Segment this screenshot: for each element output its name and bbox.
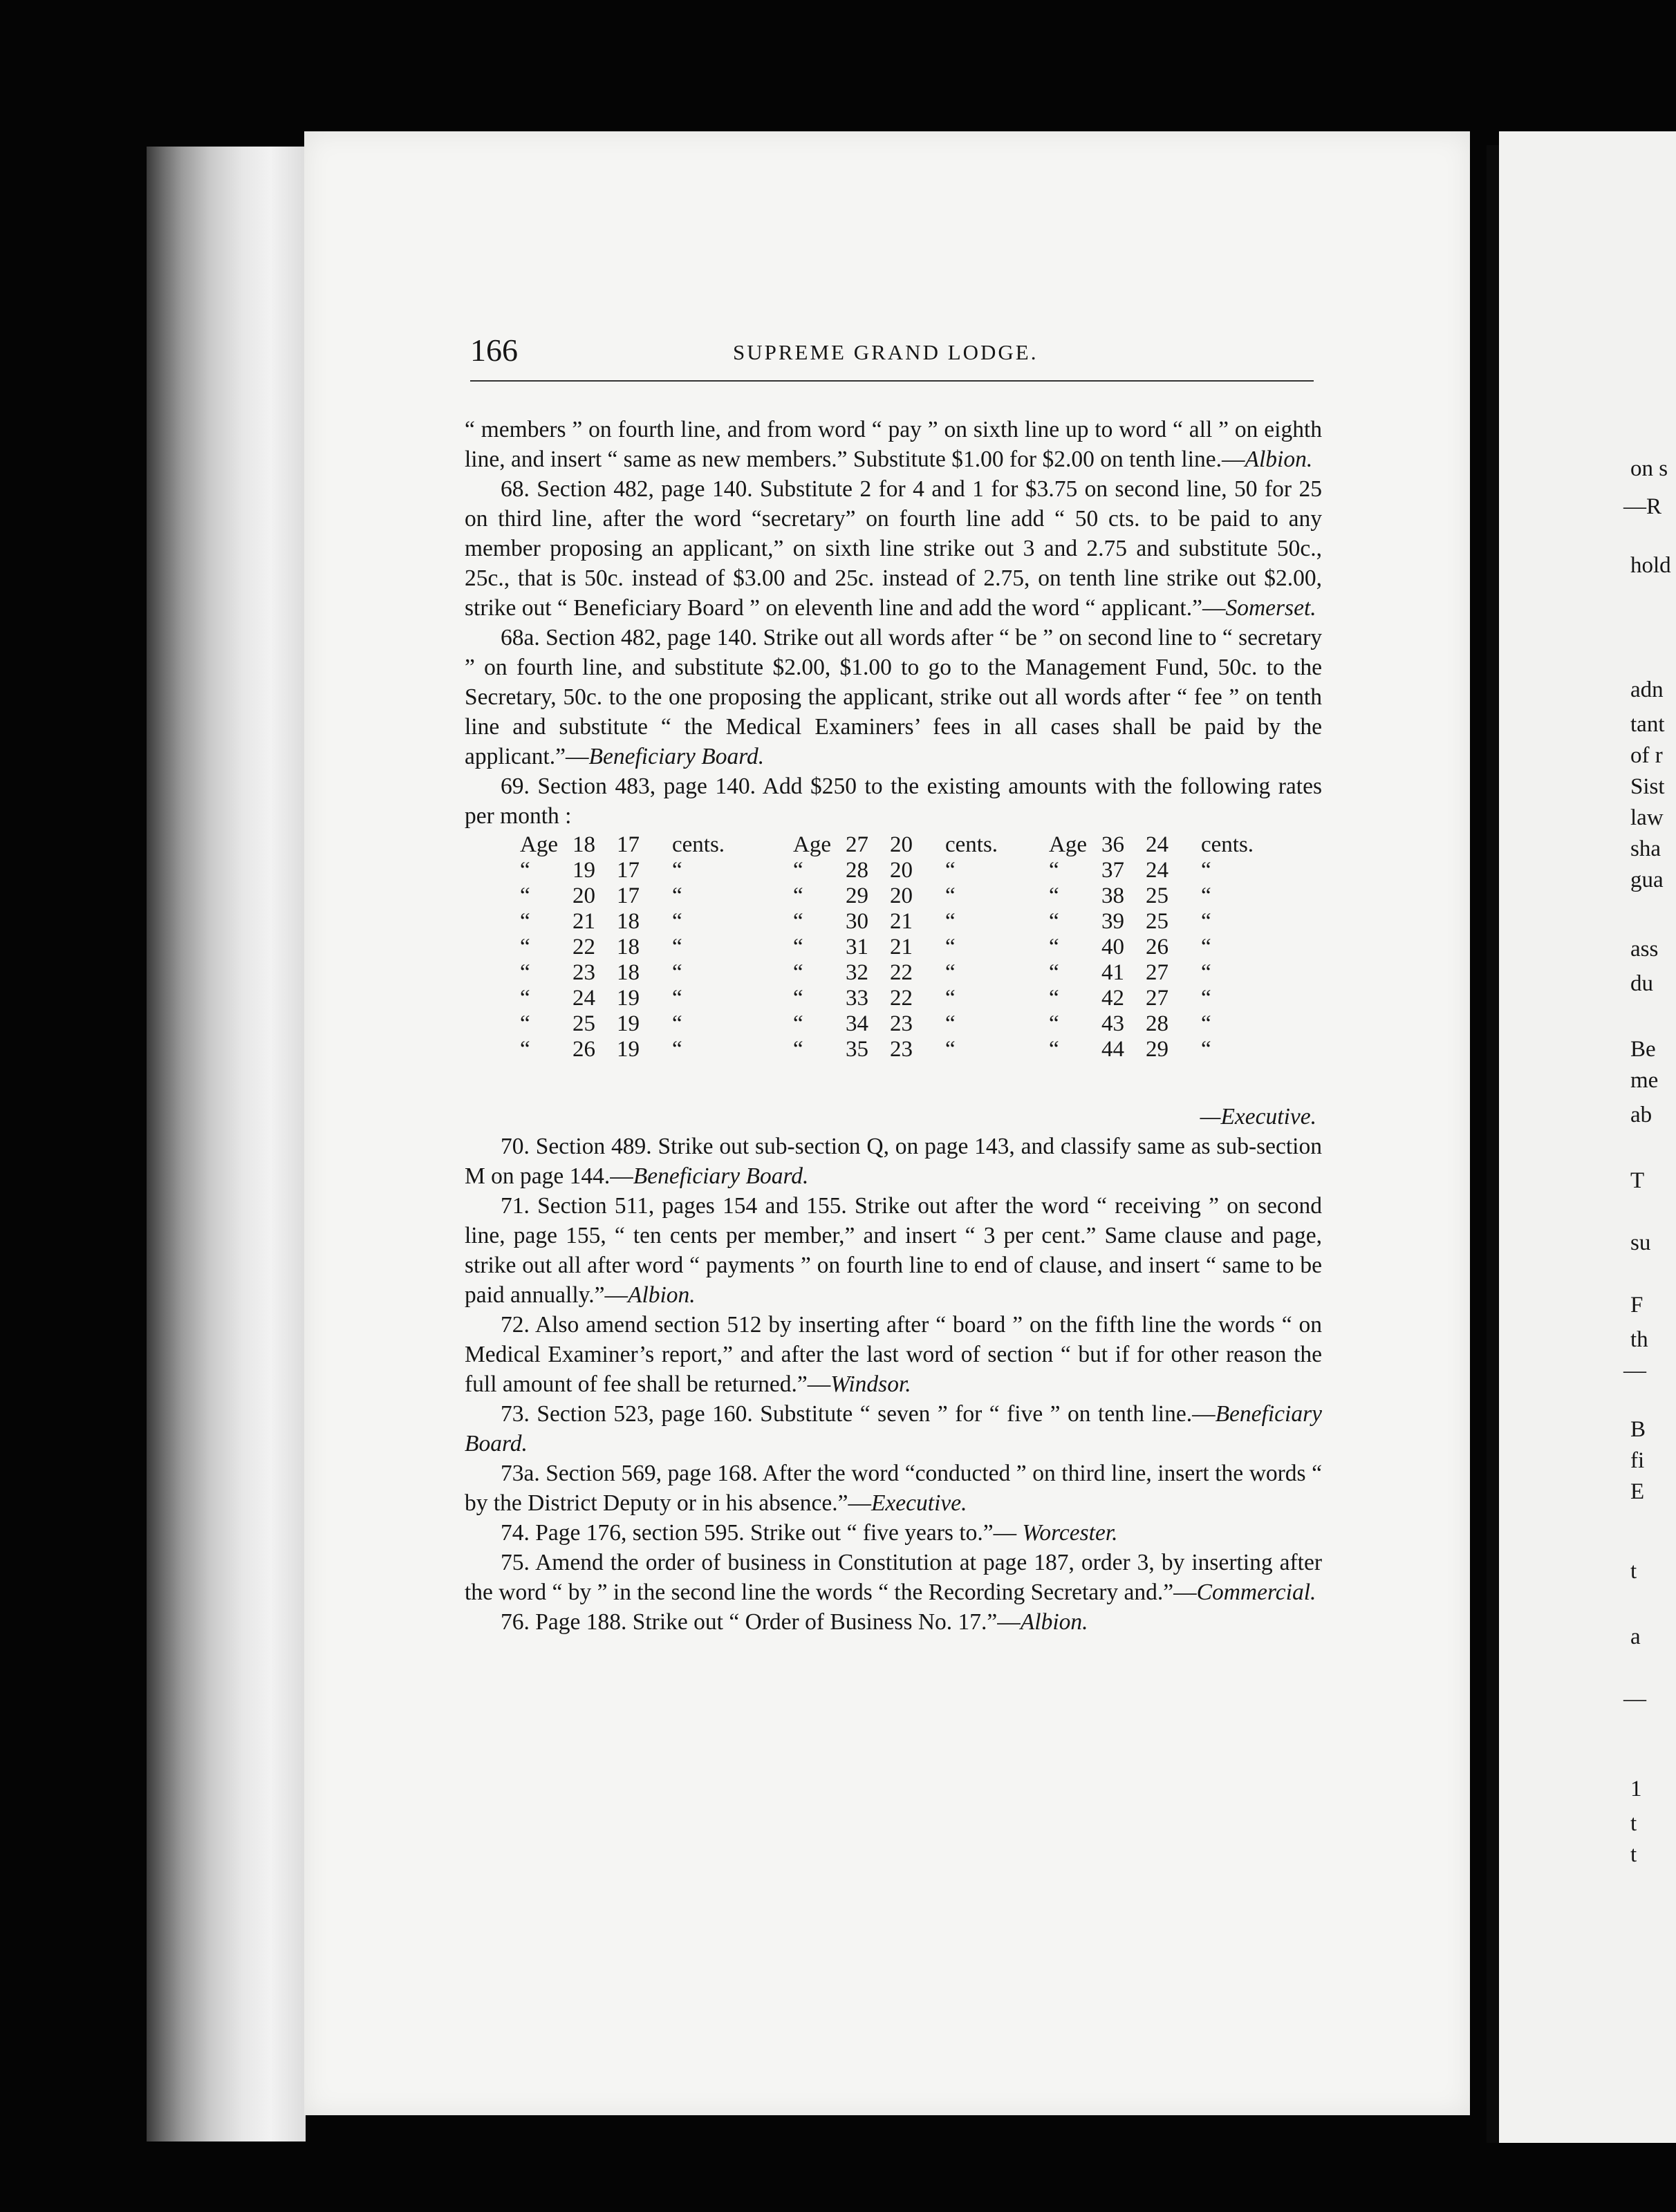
right-page-fragment: Sist — [1630, 774, 1665, 799]
paragraph — [465, 1548, 1322, 1607]
rate-row — [1049, 883, 1254, 909]
right-page-fragment: 1 — [1630, 1777, 1642, 1801]
rate-row — [793, 935, 998, 960]
rate-unit: “ — [945, 883, 956, 908]
age-label: Age — [1049, 832, 1087, 857]
paragraph-text: 68. Section 482, page 140. Substitute 2 for 4 and 1 for $3.75 on second line, 50 for 25 on third line, after the word “secretary” on fourth line add “ 50 cts. to be paid to any member proposing an applicant,” on sixth line strike out 3 and 2.75 and substitute 50c., 25c., that is 50c. instead of $3.00 and 25c. instead of 2.75, on tenth line strike out $2.00, strike out “ Beneficiary Board ” on eleventh line and add the word “ applicant.”— — [465, 476, 1322, 621]
rate-unit: “ — [672, 1037, 682, 1062]
source-attribution: Executive. — [870, 1490, 967, 1516]
rate-value: 24 — [1146, 858, 1168, 883]
rate-row — [520, 832, 725, 858]
right-page-fragment: —R — [1623, 494, 1662, 519]
age-label: “ — [520, 986, 530, 1011]
rate-unit: cents. — [1201, 832, 1254, 857]
rate-row — [520, 909, 725, 935]
age-label: “ — [1049, 858, 1059, 883]
rate-row — [793, 883, 998, 909]
rate-unit: “ — [945, 1011, 956, 1036]
paragraph — [465, 1132, 1322, 1191]
rate-unit: “ — [672, 1011, 682, 1036]
paragraph — [465, 1310, 1322, 1399]
source-attribution: Beneficiary Board. — [633, 1163, 809, 1189]
age-value: 31 — [846, 935, 868, 959]
right-page-fragment: sha — [1630, 836, 1661, 861]
age-label: “ — [520, 1037, 530, 1062]
rate-value: 21 — [890, 909, 913, 934]
age-value: 41 — [1101, 960, 1124, 985]
rate-value: 22 — [890, 960, 913, 985]
right-page-fragment: of r — [1630, 743, 1663, 768]
rate-value: 25 — [1146, 909, 1168, 934]
source-attribution: Albion. — [1020, 1609, 1088, 1635]
age-value: 29 — [846, 883, 868, 908]
right-page-fragment: fi — [1630, 1448, 1645, 1473]
source-attribution: Beneficiary Board. — [588, 744, 765, 769]
rate-unit: “ — [672, 909, 682, 934]
rate-row — [1049, 960, 1254, 986]
rate-value: 25 — [1146, 883, 1168, 908]
rate-unit: “ — [945, 935, 956, 959]
age-value: 27 — [846, 832, 868, 857]
paragraph — [465, 1399, 1322, 1459]
age-label: Age — [520, 832, 558, 857]
rate-value: 20 — [890, 832, 913, 857]
rates-column-2 — [793, 832, 998, 1062]
age-label: “ — [1049, 986, 1059, 1011]
rate-unit: “ — [945, 960, 956, 985]
rate-unit: “ — [945, 1037, 956, 1062]
age-value: 37 — [1101, 858, 1124, 883]
rate-value: 20 — [890, 883, 913, 908]
rate-row — [1049, 858, 1254, 883]
paragraph-text: 68a. Section 482, page 140. Strike out all words after “ be ” on second line to “ secretary ” on fourth line, and substitute $2.00, $1.00 to go to the Management Fund, 50c. to the Secretary, 50c. to the one proposing the applicant, strike out all words after “ fee ” on tenth line and substitute “ the Medical Examiners’ fees in all cases shall be paid by the applicant.”— — [465, 625, 1322, 769]
age-value: 33 — [846, 986, 868, 1011]
age-label: “ — [793, 1011, 803, 1036]
rate-unit: “ — [1201, 883, 1211, 908]
age-value: 18 — [572, 832, 595, 857]
header-rule — [470, 380, 1314, 382]
rates-table — [465, 832, 1322, 1102]
age-value: 30 — [846, 909, 868, 934]
rate-value: 17 — [617, 832, 640, 857]
rate-row — [793, 960, 998, 986]
age-label: “ — [1049, 1011, 1059, 1036]
paragraph — [465, 1607, 1322, 1637]
rate-value: 18 — [617, 909, 640, 934]
rate-row — [1049, 832, 1254, 858]
rate-unit: “ — [945, 986, 956, 1011]
rate-value: 26 — [1146, 935, 1168, 959]
age-label: “ — [793, 1037, 803, 1062]
right-page-fragment: t — [1630, 1811, 1637, 1836]
paragraph-text: 75. Amend the order of business in Constitution at page 187, order 3, by inserting after the word “ by ” in the second line the words “ the Recording Secretary and.”— — [465, 1550, 1322, 1605]
right-page-fragment: th — [1630, 1327, 1648, 1352]
rate-unit: “ — [672, 858, 682, 883]
rate-unit: “ — [1201, 858, 1211, 883]
rate-value: 17 — [617, 883, 640, 908]
rates-column-1 — [520, 832, 725, 1062]
rate-value: 18 — [617, 960, 640, 985]
age-value: 25 — [572, 1011, 595, 1036]
age-value: 42 — [1101, 986, 1124, 1011]
paragraph-text: 73a. Section 569, page 168. After the word “conducted ” on third line, insert the words “ by the District Deputy or in his absence.”— — [465, 1461, 1322, 1516]
paragraph — [465, 1459, 1322, 1518]
rate-value: 19 — [617, 986, 640, 1011]
rate-value: 19 — [617, 1037, 640, 1062]
right-page-fragment: t — [1630, 1559, 1637, 1584]
rate-value: 24 — [1146, 832, 1168, 857]
rate-value: 20 — [890, 858, 913, 883]
right-page-fragment: — — [1623, 1687, 1646, 1712]
source-attribution: Worcester. — [1022, 1520, 1118, 1546]
age-label: “ — [793, 858, 803, 883]
right-page-fragment: B — [1630, 1417, 1646, 1442]
rate-row — [520, 935, 725, 960]
age-value: 19 — [572, 858, 595, 883]
right-page-fragment: du — [1630, 971, 1653, 996]
age-value: 24 — [572, 986, 595, 1011]
right-page-fragment: gua — [1630, 868, 1664, 892]
page-body — [465, 415, 1322, 1637]
rate-unit: “ — [945, 858, 956, 883]
right-page-fragment: su — [1630, 1230, 1651, 1255]
rate-unit: “ — [1201, 909, 1211, 934]
right-page-fragment: a — [1630, 1624, 1641, 1649]
paragraph-text: 70. Section 489. Strike out sub-section Q, on page 143, and classify same as sub-section M on page 144.— — [465, 1134, 1322, 1189]
right-page-fragment: tant — [1630, 712, 1665, 737]
age-label: Age — [793, 832, 831, 857]
rate-row — [520, 883, 725, 909]
rate-value: 17 — [617, 858, 640, 883]
age-label: “ — [1049, 909, 1059, 934]
age-label: “ — [793, 935, 803, 959]
age-value: 36 — [1101, 832, 1124, 857]
rate-value: 28 — [1146, 1011, 1168, 1036]
paragraph-text: 73. Section 523, page 160. Substitute “ seven ” for “ five ” on tenth line.— — [501, 1401, 1216, 1427]
rate-row — [1049, 1011, 1254, 1037]
rate-unit: “ — [672, 986, 682, 1011]
rate-row — [520, 1037, 725, 1062]
paragraph-text: 72. Also amend section 512 by inserting after “ board ” on the fifth line the words “ on Medical Examiner’s report,” and after the last word of section “ but if for other reason the full amount of fee shall be returned.”— — [465, 1312, 1322, 1397]
age-label: “ — [520, 858, 530, 883]
age-value: 20 — [572, 883, 595, 908]
right-page-fragment: hold — [1630, 553, 1671, 578]
paragraph-text: 69. Section 483, page 140. Add $250 to the existing amounts with the following rates per month : — [465, 774, 1322, 829]
right-page-fragment: — — [1623, 1358, 1646, 1383]
rate-row — [520, 1011, 725, 1037]
running-title: SUPREME GRAND LODGE. — [733, 340, 1039, 364]
right-page-fragment: T — [1630, 1168, 1645, 1193]
rate-value: 23 — [890, 1011, 913, 1036]
age-label: “ — [793, 909, 803, 934]
age-label: “ — [793, 883, 803, 908]
rate-row — [793, 909, 998, 935]
rate-row — [793, 832, 998, 858]
age-value: 44 — [1101, 1037, 1124, 1062]
rate-value: 29 — [1146, 1037, 1168, 1062]
rate-unit: “ — [1201, 1011, 1211, 1036]
age-value: 40 — [1101, 935, 1124, 959]
rate-value: 23 — [890, 1037, 913, 1062]
rate-row — [793, 858, 998, 883]
rate-value: 21 — [890, 935, 913, 959]
age-label: “ — [520, 1011, 530, 1036]
age-label: “ — [520, 883, 530, 908]
age-value: 28 — [846, 858, 868, 883]
age-value: 38 — [1101, 883, 1124, 908]
book-gutter — [1487, 145, 1499, 2143]
rate-value: 19 — [617, 1011, 640, 1036]
age-value: 34 — [846, 1011, 868, 1036]
age-label: “ — [520, 935, 530, 959]
source-attribution: Beneficiary Board. — [465, 1401, 1322, 1456]
rates-signoff: —Executive. — [1200, 1104, 1316, 1130]
rate-row — [793, 986, 998, 1011]
right-page-fragment: ass — [1630, 937, 1659, 962]
age-label: “ — [1049, 883, 1059, 908]
rate-row — [520, 858, 725, 883]
rate-unit: “ — [1201, 960, 1211, 985]
right-page-fragment: E — [1630, 1479, 1645, 1504]
rate-unit: cents. — [672, 832, 725, 857]
right-page-fragment: me — [1630, 1068, 1659, 1093]
right-page-fragment: F — [1630, 1293, 1644, 1318]
rate-row — [520, 960, 725, 986]
rate-row — [793, 1037, 998, 1062]
rates-column-3 — [1049, 832, 1254, 1062]
right-page-fragment: adn — [1630, 677, 1664, 702]
rate-value: 22 — [890, 986, 913, 1011]
rate-unit: “ — [1201, 935, 1211, 959]
right-page-fragment: t — [1630, 1842, 1637, 1867]
age-label: “ — [1049, 960, 1059, 985]
age-label: “ — [520, 909, 530, 934]
age-label: “ — [520, 960, 530, 985]
age-value: 22 — [572, 935, 595, 959]
rate-value: 27 — [1146, 986, 1168, 1011]
rate-row — [1049, 909, 1254, 935]
rate-row — [1049, 1037, 1254, 1062]
rate-unit: “ — [672, 883, 682, 908]
paragraph — [465, 1518, 1322, 1548]
source-attribution: Albion. — [1245, 447, 1313, 472]
paragraph-text: “ members ” on fourth line, and from word “ pay ” on sixth line up to word “ all ” on eighth line, and insert “ same as new members.” Substitute $1.00 for $2.00 on tenth line.— — [465, 417, 1322, 472]
age-value: 23 — [572, 960, 595, 985]
source-attribution: Albion. — [627, 1282, 696, 1308]
rate-unit: cents. — [945, 832, 998, 857]
source-attribution: Windsor. — [830, 1371, 911, 1397]
age-label: “ — [1049, 935, 1059, 959]
right-page-fragment: ab — [1630, 1103, 1652, 1127]
age-label: “ — [793, 960, 803, 985]
rate-row — [1049, 935, 1254, 960]
paragraph-text: 71. Section 511, pages 154 and 155. Strike out after the word “ receiving ” on second line, page 155, “ ten cents per member,” and insert “ 3 per cent.” Same clause and page, strike out all after word “ payments ” on fourth line to end of clause, and insert “ same to be paid annually.”— — [465, 1193, 1322, 1308]
rate-unit: “ — [1201, 1037, 1211, 1062]
age-label: “ — [793, 986, 803, 1011]
paragraph — [465, 623, 1322, 771]
age-value: 26 — [572, 1037, 595, 1062]
source-attribution: Somerset. — [1225, 595, 1316, 621]
rate-value: 27 — [1146, 960, 1168, 985]
paragraph — [465, 771, 1322, 831]
rate-unit: “ — [1201, 986, 1211, 1011]
rate-unit: “ — [945, 909, 956, 934]
rate-unit: “ — [672, 960, 682, 985]
source-attribution: Commercial. — [1196, 1580, 1316, 1605]
book-page-edges — [147, 147, 306, 2141]
age-value: 32 — [846, 960, 868, 985]
rate-row — [520, 986, 725, 1011]
age-value: 35 — [846, 1037, 868, 1062]
age-value: 21 — [572, 909, 595, 934]
paragraph — [465, 415, 1322, 474]
paragraph — [465, 1191, 1322, 1310]
rate-value: 18 — [617, 935, 640, 959]
paragraph — [465, 474, 1322, 623]
age-value: 43 — [1101, 1011, 1124, 1036]
paragraph-text: 76. Page 188. Strike out “ Order of Business No. 17.”— — [501, 1609, 1021, 1635]
rate-unit: “ — [672, 935, 682, 959]
right-page — [1499, 131, 1676, 2143]
age-label: “ — [1049, 1037, 1059, 1062]
age-value: 39 — [1101, 909, 1124, 934]
rate-row — [1049, 986, 1254, 1011]
right-page-fragment: on s — [1630, 456, 1668, 481]
right-page-fragment: law — [1630, 805, 1664, 830]
page-number: 166 — [470, 332, 518, 368]
rate-row — [793, 1011, 998, 1037]
paragraph-text: 74. Page 176, section 595. Strike out “ five years to.”— — [501, 1520, 1023, 1546]
right-page-fragment: Be — [1630, 1037, 1656, 1062]
